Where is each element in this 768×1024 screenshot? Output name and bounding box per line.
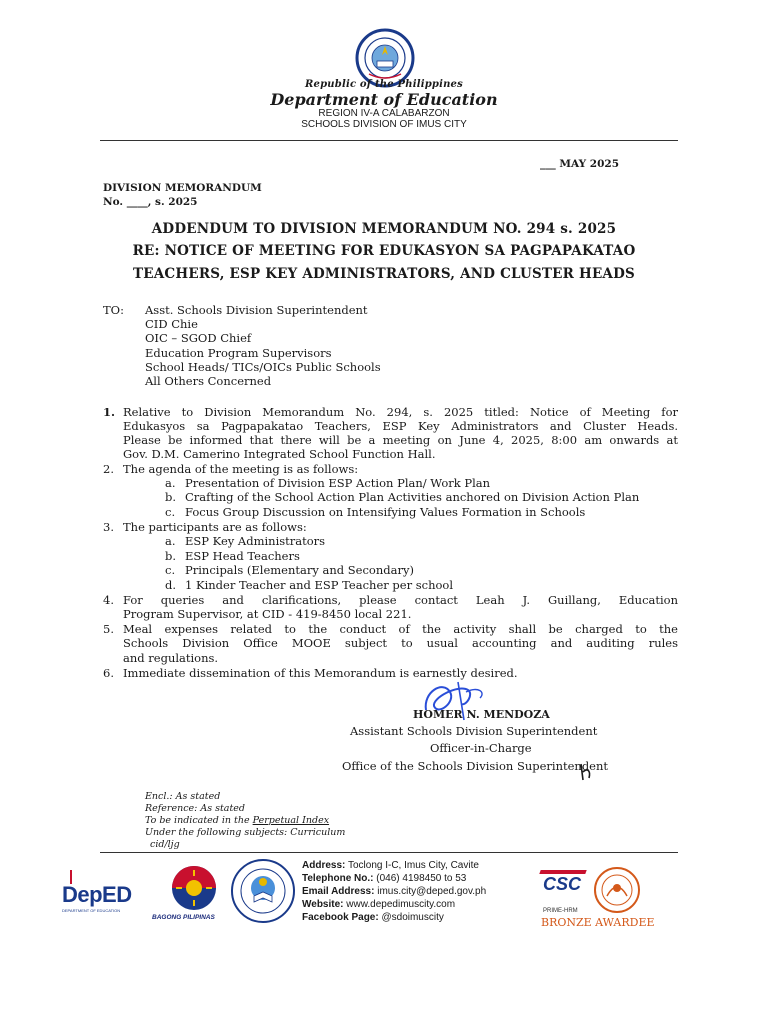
bagong-pilipinas-label: BAGONG PILIPINAS bbox=[152, 914, 215, 921]
item-5-line: Schools Division Office MOOE subject to usual accounting and auditing rules bbox=[123, 636, 678, 650]
contact-value: (046) 4198450 to 53 bbox=[376, 873, 467, 884]
item-number: 3. bbox=[103, 520, 114, 534]
participant-letter: b. bbox=[165, 549, 177, 563]
republic-heading: Republic of the Philippines bbox=[305, 79, 463, 90]
memo-title-line-1: ADDENDUM TO DIVISION MEMORANDUM NO. 294 s. 2025 bbox=[151, 221, 617, 237]
item-1-line: Gov. D.M. Camerino Integrated School Function Hall. bbox=[123, 447, 436, 461]
agenda-item: Presentation of Division ESP Action Plan/ Work Plan bbox=[185, 476, 491, 490]
to-label: TO: bbox=[103, 303, 124, 317]
deped-logo-sub: DEPARTMENT OF EDUCATION bbox=[62, 908, 121, 913]
contact-value: www.depedimuscity.com bbox=[346, 899, 456, 910]
agenda-letter: b. bbox=[165, 490, 177, 504]
agenda-item: Crafting of the School Action Plan Activities anchored on Division Action Plan bbox=[185, 490, 640, 504]
memo-title-line-3: TEACHERS, ESP KEY ADMINISTRATORS, AND CLUSTER HEADS bbox=[133, 266, 635, 282]
participant-item: Principals (Elementary and Secondary) bbox=[185, 563, 414, 577]
item-4-line: For queries and clarifications, please contact Leah J. Guillang, Education bbox=[123, 593, 678, 607]
contact-facebook bbox=[302, 912, 444, 923]
department-heading: Department of Education bbox=[270, 90, 498, 109]
contact-value: imus.city@deped.gov.ph bbox=[377, 886, 487, 897]
contact-value: @sdoimuscity bbox=[381, 912, 444, 923]
contact-value: Toclong I-C, Imus City, Cavite bbox=[347, 860, 479, 871]
contact-website bbox=[302, 899, 455, 910]
recipient: CID Chie bbox=[145, 317, 198, 331]
recipient: OIC – SGOD Chief bbox=[145, 331, 252, 345]
signatory-name: HOMER N. MENDOZA bbox=[413, 708, 550, 721]
participant-item: ESP Head Teachers bbox=[185, 549, 300, 563]
participant-letter: a. bbox=[165, 534, 176, 548]
participant-letter: c. bbox=[165, 563, 176, 577]
perpetual-prefix: To be indicated in the bbox=[145, 815, 253, 826]
recipient: Asst. Schools Division Superintendent bbox=[145, 303, 368, 317]
contact-address bbox=[302, 860, 479, 871]
memo-number: No. ____, s. 2025 bbox=[103, 196, 198, 208]
item-1-line: Relative to Division Memorandum No. 294, s. 2025 titled: Notice of Meeting for bbox=[123, 405, 678, 419]
signatory-office: Office of the Schools Division Superintendent bbox=[342, 759, 609, 773]
signatory-title: Officer-in-Charge bbox=[430, 741, 532, 755]
division-seal-icon bbox=[230, 858, 296, 924]
participant-letter: d. bbox=[165, 578, 177, 592]
contact-label: Address: bbox=[302, 860, 346, 871]
initials-note: cid/ljg bbox=[150, 839, 180, 850]
item-1-line: Please be informed that there will be a meeting on June 4, 2025, 8:00 am onwards at bbox=[123, 433, 678, 447]
agenda-item: Focus Group Discussion on Intensifying Values Formation in Schools bbox=[185, 505, 586, 519]
item-number: 1. bbox=[103, 405, 116, 419]
region-heading: REGION IV-A CALABARZON bbox=[318, 108, 450, 119]
memo-title-line-2: RE: NOTICE OF MEETING FOR EDUKASYON SA PAGPAPAKATAO bbox=[132, 243, 636, 259]
contact-label: Website: bbox=[302, 899, 344, 910]
contact-telephone bbox=[302, 873, 466, 884]
item-number: 6. bbox=[103, 666, 114, 680]
deped-logo-text: DepED bbox=[62, 882, 132, 907]
csc-logo bbox=[540, 870, 590, 904]
item-5-line: Meal expenses related to the conduct of the activity shall be charged to the bbox=[123, 622, 678, 636]
bagong-pilipinas-logo-icon bbox=[160, 862, 228, 922]
enclosure-note: Encl.: As stated bbox=[145, 791, 221, 802]
deped-logo bbox=[62, 870, 142, 920]
item-4-line: Program Supervisor, at CID - 419-8450 local 221. bbox=[123, 607, 412, 621]
participant-item: ESP Key Administrators bbox=[185, 534, 326, 548]
agenda-letter: c. bbox=[165, 505, 176, 519]
csc-logo-text: CSC bbox=[543, 874, 582, 894]
recipient: All Others Concerned bbox=[145, 374, 272, 388]
contact-email bbox=[302, 886, 486, 897]
award-seal-icon bbox=[593, 866, 641, 914]
recipient: School Heads/ TICs/OICs Public Schools bbox=[145, 360, 381, 374]
memo-date: ___ MAY 2025 bbox=[540, 158, 620, 170]
item-number: 4. bbox=[103, 593, 114, 607]
item-5-line: and regulations. bbox=[123, 651, 219, 665]
contact-label: Email Address: bbox=[302, 886, 375, 897]
item-1-line: Edukasyos sa Pagpapakatao Teachers, ESP Key Administrators and Cluster Heads. bbox=[123, 419, 678, 433]
subjects-note: Under the following subjects: Curriculum bbox=[145, 827, 346, 838]
item-number: 5. bbox=[103, 622, 114, 636]
recipient: Education Program Supervisors bbox=[145, 346, 332, 360]
signatory-title: Assistant Schools Division Superintendent bbox=[350, 724, 598, 738]
reference-note: Reference: As stated bbox=[145, 803, 245, 814]
perpetual-index-note bbox=[145, 815, 329, 826]
memo-label: DIVISION MEMORANDUM bbox=[103, 182, 262, 194]
signature-icon bbox=[408, 670, 498, 730]
participant-item: 1 Kinder Teacher and ESP Teacher per school bbox=[185, 578, 453, 592]
header-divider bbox=[100, 140, 678, 141]
prime-hrm-label: PRIME-HRM bbox=[543, 908, 578, 914]
footer-divider bbox=[100, 852, 678, 853]
agenda-letter: a. bbox=[165, 476, 176, 490]
bronze-awardee-label: BRONZE AWARDEE bbox=[541, 916, 655, 929]
item-6-text: Immediate dissemination of this Memorandum is earnestly desired. bbox=[123, 666, 518, 680]
contact-label: Facebook Page: bbox=[302, 912, 379, 923]
contact-label: Telephone No.: bbox=[302, 873, 374, 884]
division-heading: SCHOOLS DIVISION OF IMUS CITY bbox=[301, 119, 467, 130]
item-2-text: The agenda of the meeting is as follows: bbox=[123, 462, 359, 476]
perpetual-index: Perpetual Index bbox=[252, 815, 330, 826]
item-number: 2. bbox=[103, 462, 114, 476]
initial-mark-icon bbox=[577, 760, 597, 786]
item-3-text: The participants are as follows: bbox=[123, 520, 307, 534]
